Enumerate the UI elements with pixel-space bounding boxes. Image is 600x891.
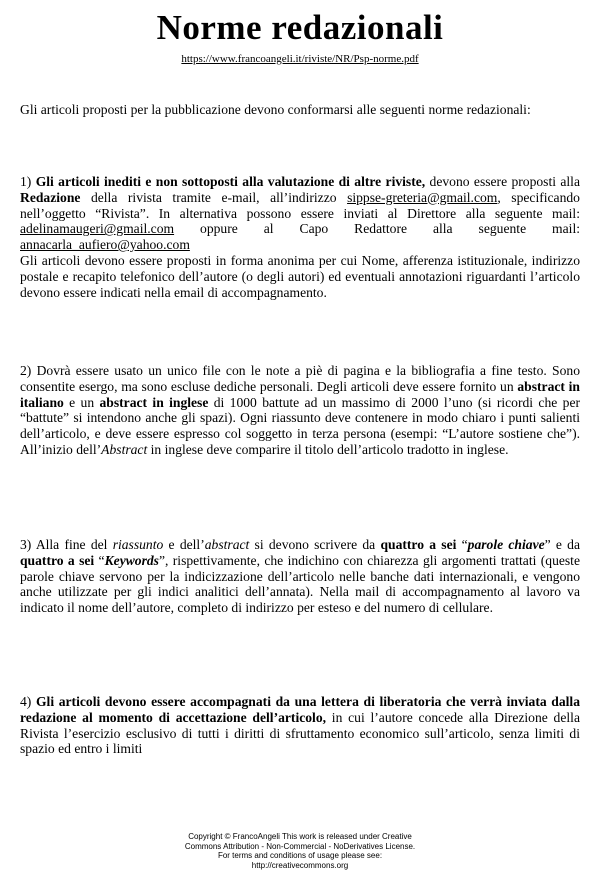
page-title: Norme redazionali (156, 8, 444, 47)
section-2-text-c: di 1000 battute ad un massimo di 2000 l’uno (si ricordi che per “battute” si intendono anche gli spazi). Ogni riassunto deve contenere in modo chiaro i punti salienti dell’articolo, e deve essere espresso col soggetto in terza persona (esempi: “L’autore sostiene che”). All’inizio dell’ (20, 394, 580, 457)
email-link-segreteria[interactable]: sippse-greteria@gmail.com (347, 189, 498, 205)
intro-paragraph (20, 102, 580, 118)
section-4-paragraph (20, 694, 580, 757)
section-1-text-b: della rivista tramite e-mail, all’indirizzo (80, 189, 348, 205)
source-link[interactable]: https://www.francoangeli.it/riviste/NR/Psp-norme.pdf (181, 53, 419, 65)
section-2-text-a: 2) Dovrà essere usato un unico file con le note a piè di pagina e la bibliografia a fine testo. Sono consentite esergo, ma sono escluse dediche personali. Degli articoli deve essere fornito un (20, 363, 580, 394)
section-4 (20, 694, 580, 757)
section-2-text-d: in inglese deve comparire il titolo dell’articolo tradotto in inglese. (147, 441, 509, 457)
copyright-footer (0, 832, 600, 870)
email-link-direttore[interactable]: adelinamaugeri@gmail.com (20, 221, 175, 237)
section-1-paragraph (20, 174, 580, 253)
section-3-text-d: “ (456, 537, 468, 552)
section-2-text-b: e un (63, 394, 100, 410)
section-3-paragraph (20, 537, 580, 616)
footer-line-4[interactable]: http://creativecommons.org (251, 860, 349, 870)
redazione-bold: Redazione (20, 189, 81, 205)
footer-line-1: Copyright © FrancoAngeli This work is released under Creative (188, 832, 412, 841)
footer-line-3: For terms and conditions of usage please see: (217, 851, 383, 860)
abstract-inglese-bold: abstract in inglese (99, 394, 209, 410)
quattro-a-sei-bold-2: quattro a sei (20, 552, 95, 568)
section-3-text-a: 3) Alla fine del (20, 537, 113, 552)
footer-line-2: Commons Attribution - Non-Commercial - NoDerivatives License. (184, 841, 416, 851)
section-1-number: 1) (20, 174, 36, 189)
intro-text: Gli articoli proposti per la pubblicazione devono conformarsi alle seguenti norme redazionali: (20, 102, 531, 117)
quattro-a-sei-bold-1: quattro a sei (380, 537, 457, 552)
abstract-italiano-bold: abstract in italiano (20, 378, 580, 410)
section-4-text: in cui l’autore concede alla Direzione della Rivista l’esercizio esclusivo di tutti i diritti di sfruttamento economico sull’articolo, senza limiti di spazio ed entro i limiti (20, 709, 580, 757)
riassunto-italic: riassunto (112, 537, 164, 552)
keywords-bold-italic: Keywords (104, 552, 159, 568)
section-3-text-e: ” e da (544, 537, 581, 552)
section-3 (20, 537, 580, 616)
section-1-text-a: devono essere proposti alla (425, 174, 580, 189)
email-link-capo-redattore[interactable]: annacarla_aufiero@yahoo.com (20, 237, 190, 253)
section-4-bold-lead: Gli articoli devono essere accompagnati da una lettera di liberatoria che verrà inviata dalla redazione al momento di accettazione dell’articolo, (20, 694, 580, 725)
section-3-text-c: si devono scrivere da (249, 537, 381, 552)
section-2 (20, 363, 580, 458)
section-1 (20, 174, 580, 300)
section-3-text-b: e dell’ (163, 537, 205, 552)
section-2-paragraph (20, 363, 580, 458)
section-3-text-f: “ (94, 552, 105, 568)
section-3-text-g: ”, rispettivamente, che indichino con chiarezza gli argomenti trattati (queste parole chiave servono per la indicizzazione dell’articolo nelle banche dati internazionali, e vengono anche utilizzate per gli indici analitici dell’annata). Nella mail di accompagnamento al lavoro va indicato il nome dell’autore, completo di indirizzo per esteso e del numero di cellulare. (20, 552, 580, 616)
section-1-bold-lead: Gli articoli inediti e non sottoposti alla valutazione di altre riviste, (35, 174, 426, 189)
section-1-text-d: oppure al Capo Redattore alla seguente mail: (174, 221, 580, 237)
section-4-number: 4) (20, 694, 36, 709)
parole-chiave-bold-italic: parole chiave (467, 537, 545, 552)
section-1-text-c: , specificando nell’oggetto “Rivista”. In alternativa possono essere inviati al Direttore alla seguente mail: (20, 189, 580, 221)
abstract-italic-2: abstract (204, 537, 250, 552)
section-1-anonymity-paragraph: Gli articoli devono essere proposti in forma anonima per cui Nome, afferenza istituzionale, indirizzo postale e recapito telefonico dell’autore (o degli autori) ed eventuali annotazioni riguardanti l’articolo devono essere indicati nella email di accompagnamento. (20, 252, 580, 300)
abstract-italic: Abstract (101, 441, 148, 457)
